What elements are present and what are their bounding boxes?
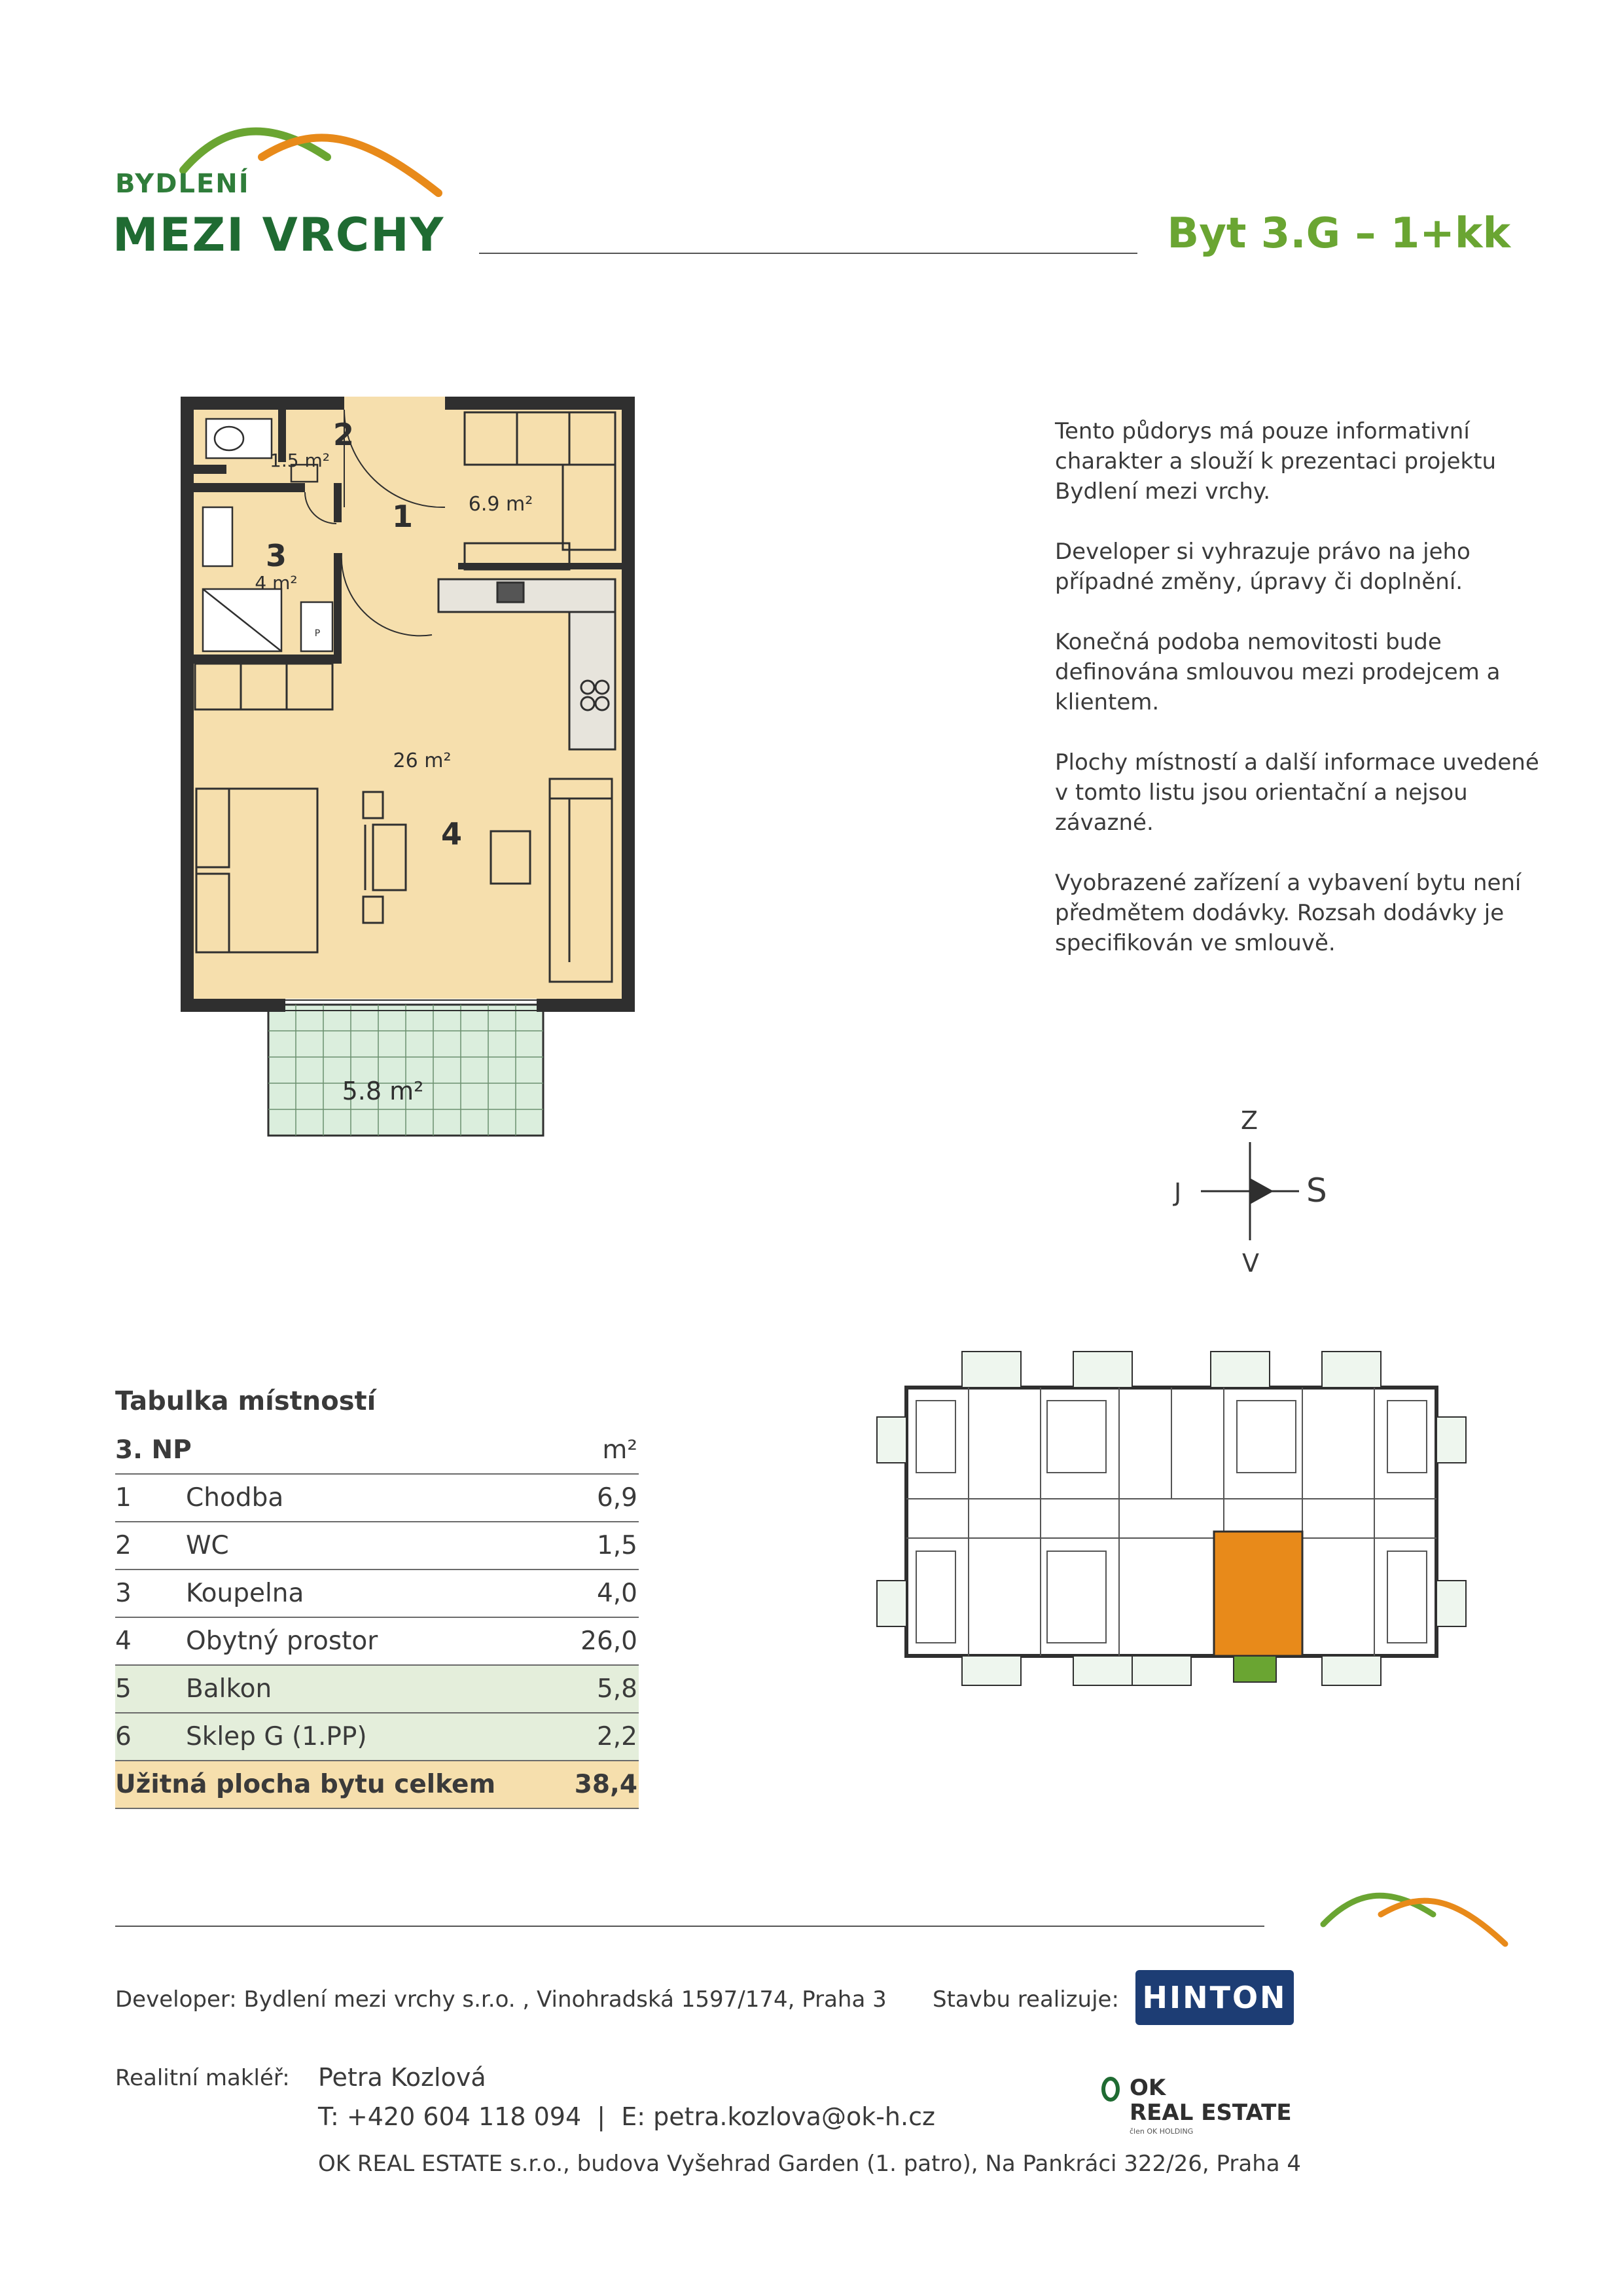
logo-line1: BYDLENÍ [115,169,250,199]
ok-logo-icon [1099,2076,1122,2102]
room-3-area: 4 m² [255,572,298,594]
brand-hills-small-logo [1315,1878,1512,1950]
table-row [115,1570,639,1618]
room-2-area: 1.5 m² [270,450,330,471]
row-value: 6,9 [596,1483,637,1513]
unit-label: m² [602,1435,637,1465]
agency-address: OK REAL ESTATE s.r.o., budova Vyšehrad Garden (1. patro), Na Pankráci 322/26, Praha 4 [318,2151,1302,2177]
building-key-plan [870,1342,1472,1695]
note-3: Konečná podoba nemovitosti bude definována smlouvou mezi prodejcem a klientem. [1055,629,1501,715]
agent-name: Petra Kozlová [318,2063,486,2092]
unit-title: Byt 3.G – 1+kk [1167,209,1510,258]
table-header-row [115,1427,639,1475]
highlighted-unit [1214,1532,1302,1656]
ok-logo-line2: REAL ESTATE [1130,2100,1292,2126]
hinton-logo: HINTON [1135,1970,1294,2025]
room-4-number: 4 [440,816,463,852]
row-value: 5,8 [596,1674,637,1704]
agent-contact: T: +420 604 118 094 | E: petra.kozlova@ok-h.cz [318,2102,935,2131]
room-3-number: 3 [265,538,287,573]
note-1: Tento půdorys má pouze informativní charakter a slouží k prezentaci projektu Bydlení mezi vrchy. [1055,418,1497,505]
apartment-floor-plan [170,386,694,1158]
compass-south: V [1242,1249,1259,1278]
room-2-number: 2 [332,417,355,452]
header [0,0,1623,275]
builder-label: Stavbu realizuje: [933,1986,1119,2013]
table-row [115,1713,639,1761]
footer-divider [115,1926,1264,1927]
row-value: 2,2 [596,1722,637,1751]
row-name: Chodba [186,1483,284,1513]
fixture-p-label: P [314,628,321,639]
table-title: Tabulka místností [115,1386,376,1416]
table-total-row [115,1761,639,1809]
table-row [115,1618,639,1666]
developer-info: Developer: Bydlení mezi vrchy s.r.o. , Vinohradská 1597/174, Praha 3 [115,1986,887,2013]
total-value: 38,4 [574,1770,637,1799]
table-row [115,1475,639,1522]
room-1-area: 6.9 m² [468,493,533,516]
room-4-area: 26 m² [393,749,452,772]
row-value: 4,0 [596,1579,637,1608]
logo-line2: MEZI VRCHY [113,208,445,262]
ok-logo-line1: OK [1130,2075,1166,2101]
row-name: Sklep G (1.PP) [186,1722,367,1751]
row-number: 2 [115,1531,132,1560]
note-4: Plochy místností a další informace uvedené v tomto listu jsou orientační a nejsou závazné. [1055,749,1539,836]
total-label: Užitná plocha bytu celkem [115,1770,496,1799]
row-number: 6 [115,1722,132,1751]
compass-north: Z [1241,1106,1258,1135]
row-number: 4 [115,1626,132,1656]
compass-east: S [1306,1172,1327,1210]
row-number: 3 [115,1579,132,1608]
highlighted-balcony [1234,1656,1276,1682]
note-2: Developer si vyhrazuje právo na jeho případné změny, úpravy či doplnění. [1055,539,1471,595]
room-1-number: 1 [391,499,414,534]
ok-logo-sub: člen OK HOLDING [1130,2127,1194,2136]
row-name: Koupelna [186,1579,304,1608]
floor-label: 3. NP [115,1435,192,1465]
compass-west: J [1174,1178,1182,1207]
disclaimer-notes [1055,416,1539,988]
row-number: 1 [115,1483,132,1513]
note-5: Vyobrazené zařízení a vybavení bytu není předmětem dodávky. Rozsah dodávky je specifikován ve smlouvě. [1055,870,1522,956]
row-value: 1,5 [596,1531,637,1560]
row-name: Obytný prostor [186,1626,378,1656]
header-divider [479,253,1137,254]
row-number: 5 [115,1674,132,1704]
row-name: WC [186,1531,229,1560]
row-name: Balkon [186,1674,272,1704]
table-row [115,1666,639,1713]
compass [1165,1106,1335,1283]
ok-real-estate-logo [1099,2075,1309,2140]
row-value: 26,0 [580,1626,637,1656]
table-row [115,1522,639,1570]
agent-label: Realitní makléř: [115,2065,290,2091]
balcony-area: 5.8 m² [342,1077,424,1105]
